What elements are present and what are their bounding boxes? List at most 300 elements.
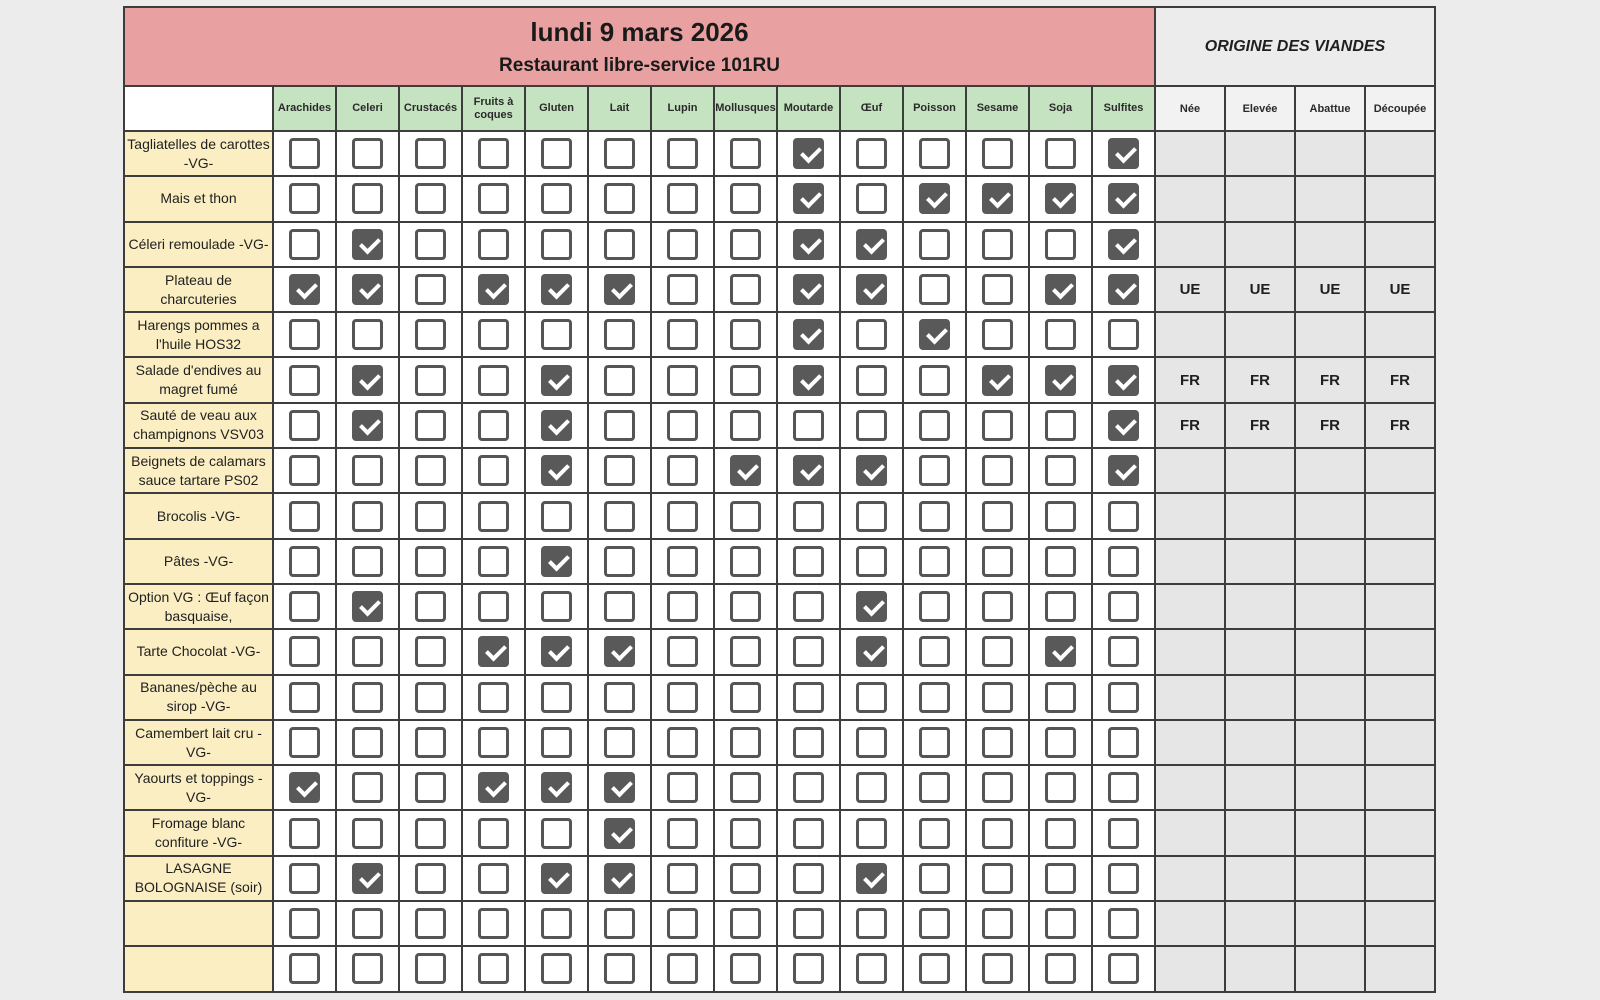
checkbox-unchecked[interactable] (1045, 455, 1076, 486)
checkbox-unchecked[interactable] (289, 183, 320, 214)
allergen-cell (588, 448, 651, 493)
checkbox-unchecked[interactable] (793, 908, 824, 939)
checkbox-unchecked[interactable] (541, 501, 572, 532)
checkbox-unchecked[interactable] (730, 365, 761, 396)
checkbox-unchecked[interactable] (667, 727, 698, 758)
checkbox-checked[interactable] (604, 818, 635, 849)
checkbox-unchecked[interactable] (730, 274, 761, 305)
checkbox-unchecked[interactable] (982, 455, 1013, 486)
checkbox-unchecked[interactable] (478, 591, 509, 622)
checkbox-unchecked[interactable] (667, 455, 698, 486)
checkbox-unchecked[interactable] (1045, 682, 1076, 713)
origin-cell-nee (1155, 312, 1225, 357)
allergen-cell (462, 675, 525, 720)
origin-cell-decoupee (1365, 222, 1435, 267)
checkbox-unchecked[interactable] (982, 863, 1013, 894)
checkbox-unchecked[interactable] (415, 636, 446, 667)
checkbox-unchecked[interactable] (982, 908, 1013, 939)
checkbox-unchecked[interactable] (478, 953, 509, 984)
checkbox-checked[interactable] (604, 636, 635, 667)
checkbox-unchecked[interactable] (919, 908, 950, 939)
checkbox-unchecked[interactable] (919, 636, 950, 667)
checkbox-unchecked[interactable] (1045, 727, 1076, 758)
checkbox-unchecked[interactable] (730, 410, 761, 441)
checkbox-unchecked[interactable] (289, 501, 320, 532)
checkbox-unchecked[interactable] (667, 682, 698, 713)
checkbox-unchecked[interactable] (289, 591, 320, 622)
checkbox-unchecked[interactable] (856, 183, 887, 214)
allergen-cell (273, 222, 336, 267)
checkbox-unchecked[interactable] (667, 546, 698, 577)
checkbox-unchecked[interactable] (667, 908, 698, 939)
checkbox-unchecked[interactable] (667, 410, 698, 441)
checkbox-unchecked[interactable] (730, 818, 761, 849)
checkbox-unchecked[interactable] (667, 501, 698, 532)
checkbox-unchecked[interactable] (982, 818, 1013, 849)
checkbox-checked[interactable] (541, 410, 572, 441)
checkbox-unchecked[interactable] (415, 863, 446, 894)
checkbox-unchecked[interactable] (604, 455, 635, 486)
checkbox-checked[interactable] (1108, 365, 1139, 396)
checkbox-unchecked[interactable] (919, 410, 950, 441)
checkbox-unchecked[interactable] (982, 682, 1013, 713)
allergen-cell (399, 222, 462, 267)
checkbox-unchecked[interactable] (478, 229, 509, 260)
checkbox-unchecked[interactable] (730, 591, 761, 622)
checkbox-checked[interactable] (352, 229, 383, 260)
checkbox-unchecked[interactable] (352, 772, 383, 803)
checkbox-unchecked[interactable] (730, 319, 761, 350)
checkbox-unchecked[interactable] (1108, 546, 1139, 577)
checkbox-unchecked[interactable] (919, 229, 950, 260)
checkbox-unchecked[interactable] (982, 274, 1013, 305)
checkbox-unchecked[interactable] (478, 863, 509, 894)
checkbox-unchecked[interactable] (604, 682, 635, 713)
allergen-cell (336, 584, 399, 629)
checkbox-unchecked[interactable] (1045, 591, 1076, 622)
checkbox-unchecked[interactable] (793, 772, 824, 803)
checkbox-unchecked[interactable] (415, 818, 446, 849)
checkbox-unchecked[interactable] (352, 953, 383, 984)
checkbox-checked[interactable] (856, 863, 887, 894)
allergen-cell (966, 403, 1029, 448)
checkbox-unchecked[interactable] (1108, 908, 1139, 939)
checkbox-unchecked[interactable] (919, 365, 950, 396)
allergen-header-gluten: Gluten (525, 86, 588, 131)
origin-header-nee: Née (1155, 86, 1225, 131)
checkbox-checked[interactable] (1045, 183, 1076, 214)
allergen-cell (462, 222, 525, 267)
checkbox-unchecked[interactable] (730, 138, 761, 169)
checkbox-checked[interactable] (1108, 183, 1139, 214)
checkbox-unchecked[interactable] (415, 319, 446, 350)
checkbox-unchecked[interactable] (982, 319, 1013, 350)
checkbox-checked[interactable] (793, 183, 824, 214)
checkbox-unchecked[interactable] (415, 727, 446, 758)
checkbox-unchecked[interactable] (289, 319, 320, 350)
checkbox-unchecked[interactable] (478, 365, 509, 396)
checkbox-unchecked[interactable] (919, 863, 950, 894)
origin-cell-elevee (1225, 946, 1295, 991)
checkbox-unchecked[interactable] (982, 546, 1013, 577)
checkbox-unchecked[interactable] (604, 410, 635, 441)
checkbox-unchecked[interactable] (919, 546, 950, 577)
allergen-cell (840, 267, 903, 312)
checkbox-unchecked[interactable] (604, 229, 635, 260)
checkbox-unchecked[interactable] (604, 365, 635, 396)
checkbox-checked[interactable] (352, 591, 383, 622)
checkbox-unchecked[interactable] (667, 229, 698, 260)
checkbox-unchecked[interactable] (478, 183, 509, 214)
allergen-cell (903, 222, 966, 267)
checkbox-unchecked[interactable] (982, 772, 1013, 803)
checkbox-unchecked[interactable] (541, 183, 572, 214)
checkbox-unchecked[interactable] (541, 727, 572, 758)
checkbox-checked[interactable] (982, 365, 1013, 396)
checkbox-unchecked[interactable] (415, 183, 446, 214)
checkbox-unchecked[interactable] (415, 410, 446, 441)
checkbox-unchecked[interactable] (1108, 863, 1139, 894)
checkbox-checked[interactable] (541, 636, 572, 667)
checkbox-unchecked[interactable] (730, 863, 761, 894)
checkbox-unchecked[interactable] (1045, 319, 1076, 350)
checkbox-checked[interactable] (541, 274, 572, 305)
checkbox-unchecked[interactable] (982, 591, 1013, 622)
checkbox-unchecked[interactable] (289, 682, 320, 713)
checkbox-unchecked[interactable] (415, 138, 446, 169)
checkbox-unchecked[interactable] (1108, 727, 1139, 758)
checkbox-unchecked[interactable] (289, 410, 320, 441)
checkbox-unchecked[interactable] (604, 501, 635, 532)
checkbox-unchecked[interactable] (667, 365, 698, 396)
checkbox-unchecked[interactable] (667, 274, 698, 305)
checkbox-unchecked[interactable] (1108, 591, 1139, 622)
allergen-cell (840, 629, 903, 674)
checkbox-checked[interactable] (541, 863, 572, 894)
checkbox-checked[interactable] (604, 863, 635, 894)
checkbox-unchecked[interactable] (667, 319, 698, 350)
checkbox-checked[interactable] (856, 274, 887, 305)
checkbox-unchecked[interactable] (289, 863, 320, 894)
checkbox-unchecked[interactable] (541, 229, 572, 260)
checkbox-unchecked[interactable] (1045, 908, 1076, 939)
checkbox-checked[interactable] (541, 772, 572, 803)
checkbox-unchecked[interactable] (856, 682, 887, 713)
checkbox-unchecked[interactable] (793, 727, 824, 758)
checkbox-unchecked[interactable] (982, 229, 1013, 260)
checkbox-unchecked[interactable] (730, 953, 761, 984)
checkbox-unchecked[interactable] (730, 908, 761, 939)
checkbox-checked[interactable] (541, 365, 572, 396)
checkbox-unchecked[interactable] (919, 138, 950, 169)
checkbox-unchecked[interactable] (1108, 818, 1139, 849)
checkbox-unchecked[interactable] (541, 682, 572, 713)
checkbox-unchecked[interactable] (541, 908, 572, 939)
allergen-cell (651, 176, 714, 221)
checkbox-unchecked[interactable] (541, 138, 572, 169)
checkbox-unchecked[interactable] (289, 818, 320, 849)
allergen-cell (714, 357, 777, 402)
origin-cell-elevee (1225, 720, 1295, 765)
checkbox-checked[interactable] (793, 138, 824, 169)
checkbox-unchecked[interactable] (1108, 772, 1139, 803)
checkbox-unchecked[interactable] (856, 319, 887, 350)
checkbox-unchecked[interactable] (982, 727, 1013, 758)
checkbox-unchecked[interactable] (415, 229, 446, 260)
checkbox-checked[interactable] (793, 455, 824, 486)
checkbox-unchecked[interactable] (415, 772, 446, 803)
checkbox-unchecked[interactable] (478, 727, 509, 758)
checkbox-unchecked[interactable] (604, 953, 635, 984)
checkbox-unchecked[interactable] (1045, 546, 1076, 577)
checkbox-unchecked[interactable] (352, 908, 383, 939)
checkbox-unchecked[interactable] (541, 818, 572, 849)
checkbox-unchecked[interactable] (604, 546, 635, 577)
checkbox-unchecked[interactable] (478, 501, 509, 532)
checkbox-checked[interactable] (1045, 365, 1076, 396)
allergen-cell (1029, 222, 1092, 267)
dish-name: Yaourts et toppings -VG- (124, 765, 273, 810)
checkbox-unchecked[interactable] (667, 183, 698, 214)
checkbox-unchecked[interactable] (982, 501, 1013, 532)
checkbox-unchecked[interactable] (1045, 410, 1076, 441)
checkbox-unchecked[interactable] (856, 138, 887, 169)
checkbox-unchecked[interactable] (982, 953, 1013, 984)
checkbox-unchecked[interactable] (289, 455, 320, 486)
checkbox-checked[interactable] (1108, 138, 1139, 169)
checkbox-unchecked[interactable] (919, 772, 950, 803)
checkbox-checked[interactable] (541, 455, 572, 486)
checkbox-unchecked[interactable] (478, 138, 509, 169)
checkbox-checked[interactable] (919, 319, 950, 350)
checkbox-unchecked[interactable] (919, 274, 950, 305)
checkbox-checked[interactable] (793, 229, 824, 260)
allergen-cell (651, 720, 714, 765)
allergen-cell (1092, 946, 1155, 991)
checkbox-checked[interactable] (289, 772, 320, 803)
checkbox-unchecked[interactable] (604, 908, 635, 939)
checkbox-unchecked[interactable] (793, 863, 824, 894)
checkbox-unchecked[interactable] (1045, 229, 1076, 260)
checkbox-unchecked[interactable] (1108, 319, 1139, 350)
checkbox-unchecked[interactable] (289, 908, 320, 939)
allergen-cell (588, 901, 651, 946)
checkbox-unchecked[interactable] (541, 953, 572, 984)
checkbox-checked[interactable] (1108, 229, 1139, 260)
checkbox-unchecked[interactable] (1108, 953, 1139, 984)
checkbox-checked[interactable] (856, 636, 887, 667)
checkbox-unchecked[interactable] (289, 636, 320, 667)
checkbox-unchecked[interactable] (1045, 138, 1076, 169)
checkbox-unchecked[interactable] (415, 546, 446, 577)
checkbox-unchecked[interactable] (919, 591, 950, 622)
checkbox-unchecked[interactable] (982, 636, 1013, 667)
checkbox-unchecked[interactable] (352, 818, 383, 849)
checkbox-unchecked[interactable] (1045, 863, 1076, 894)
checkbox-checked[interactable] (730, 455, 761, 486)
allergen-cell (525, 176, 588, 221)
checkbox-unchecked[interactable] (667, 953, 698, 984)
checkbox-unchecked[interactable] (919, 953, 950, 984)
checkbox-unchecked[interactable] (793, 546, 824, 577)
allergen-cell (399, 267, 462, 312)
origin-cell-decoupee (1365, 901, 1435, 946)
checkbox-unchecked[interactable] (352, 455, 383, 486)
checkbox-unchecked[interactable] (1045, 772, 1076, 803)
checkbox-checked[interactable] (1108, 455, 1139, 486)
checkbox-unchecked[interactable] (730, 183, 761, 214)
checkbox-checked[interactable] (352, 274, 383, 305)
checkbox-unchecked[interactable] (415, 455, 446, 486)
checkbox-unchecked[interactable] (982, 138, 1013, 169)
checkbox-unchecked[interactable] (352, 636, 383, 667)
checkbox-checked[interactable] (856, 591, 887, 622)
origin-cell-decoupee: FR (1365, 357, 1435, 402)
checkbox-unchecked[interactable] (1108, 636, 1139, 667)
checkbox-checked[interactable] (604, 274, 635, 305)
checkbox-unchecked[interactable] (1045, 501, 1076, 532)
checkbox-unchecked[interactable] (415, 908, 446, 939)
allergen-cell (840, 675, 903, 720)
checkbox-unchecked[interactable] (289, 229, 320, 260)
checkbox-unchecked[interactable] (793, 591, 824, 622)
checkbox-unchecked[interactable] (856, 365, 887, 396)
checkbox-unchecked[interactable] (793, 818, 824, 849)
checkbox-unchecked[interactable] (667, 636, 698, 667)
checkbox-unchecked[interactable] (352, 727, 383, 758)
checkbox-unchecked[interactable] (289, 365, 320, 396)
checkbox-unchecked[interactable] (856, 818, 887, 849)
checkbox-unchecked[interactable] (352, 501, 383, 532)
checkbox-unchecked[interactable] (415, 591, 446, 622)
checkbox-unchecked[interactable] (856, 953, 887, 984)
checkbox-unchecked[interactable] (793, 410, 824, 441)
checkbox-unchecked[interactable] (415, 365, 446, 396)
checkbox-checked[interactable] (478, 772, 509, 803)
checkbox-unchecked[interactable] (919, 455, 950, 486)
checkbox-unchecked[interactable] (415, 682, 446, 713)
checkbox-checked[interactable] (352, 365, 383, 396)
checkbox-unchecked[interactable] (856, 908, 887, 939)
checkbox-unchecked[interactable] (793, 682, 824, 713)
checkbox-unchecked[interactable] (289, 953, 320, 984)
checkbox-checked[interactable] (604, 772, 635, 803)
checkbox-unchecked[interactable] (1045, 818, 1076, 849)
checkbox-unchecked[interactable] (856, 772, 887, 803)
checkbox-unchecked[interactable] (982, 410, 1013, 441)
checkbox-unchecked[interactable] (793, 636, 824, 667)
checkbox-unchecked[interactable] (919, 727, 950, 758)
checkbox-unchecked[interactable] (730, 772, 761, 803)
checkbox-unchecked[interactable] (604, 591, 635, 622)
origin-cell-nee (1155, 493, 1225, 538)
checkbox-unchecked[interactable] (730, 546, 761, 577)
checkbox-checked[interactable] (1108, 274, 1139, 305)
checkbox-unchecked[interactable] (289, 727, 320, 758)
checkbox-unchecked[interactable] (289, 138, 320, 169)
checkbox-checked[interactable] (793, 319, 824, 350)
allergen-cell (840, 720, 903, 765)
checkbox-checked[interactable] (793, 365, 824, 396)
checkbox-unchecked[interactable] (604, 183, 635, 214)
checkbox-unchecked[interactable] (478, 682, 509, 713)
checkbox-checked[interactable] (352, 863, 383, 894)
checkbox-checked[interactable] (1108, 410, 1139, 441)
checkbox-checked[interactable] (982, 183, 1013, 214)
checkbox-checked[interactable] (478, 636, 509, 667)
allergen-cell (462, 176, 525, 221)
checkbox-unchecked[interactable] (541, 591, 572, 622)
checkbox-unchecked[interactable] (667, 863, 698, 894)
checkbox-unchecked[interactable] (919, 682, 950, 713)
checkbox-unchecked[interactable] (793, 953, 824, 984)
allergen-cell (903, 539, 966, 584)
checkbox-unchecked[interactable] (730, 501, 761, 532)
checkbox-unchecked[interactable] (1108, 501, 1139, 532)
checkbox-checked[interactable] (1045, 636, 1076, 667)
checkbox-checked[interactable] (856, 229, 887, 260)
checkbox-unchecked[interactable] (730, 682, 761, 713)
checkbox-unchecked[interactable] (478, 455, 509, 486)
checkbox-unchecked[interactable] (919, 501, 950, 532)
checkbox-unchecked[interactable] (352, 138, 383, 169)
allergen-cell (336, 131, 399, 176)
checkbox-unchecked[interactable] (352, 319, 383, 350)
checkbox-unchecked[interactable] (730, 727, 761, 758)
checkbox-unchecked[interactable] (478, 546, 509, 577)
checkbox-unchecked[interactable] (667, 591, 698, 622)
checkbox-unchecked[interactable] (478, 410, 509, 441)
checkbox-unchecked[interactable] (352, 183, 383, 214)
checkbox-unchecked[interactable] (667, 772, 698, 803)
checkbox-unchecked[interactable] (856, 410, 887, 441)
checkbox-unchecked[interactable] (352, 682, 383, 713)
checkbox-unchecked[interactable] (415, 953, 446, 984)
checkbox-unchecked[interactable] (1108, 682, 1139, 713)
checkbox-checked[interactable] (478, 274, 509, 305)
checkbox-unchecked[interactable] (415, 501, 446, 532)
checkbox-unchecked[interactable] (667, 138, 698, 169)
checkbox-unchecked[interactable] (667, 818, 698, 849)
checkbox-unchecked[interactable] (856, 727, 887, 758)
checkbox-unchecked[interactable] (415, 274, 446, 305)
checkbox-checked[interactable] (919, 183, 950, 214)
checkbox-checked[interactable] (793, 274, 824, 305)
checkbox-unchecked[interactable] (604, 319, 635, 350)
checkbox-unchecked[interactable] (604, 727, 635, 758)
checkbox-unchecked[interactable] (793, 501, 824, 532)
checkbox-unchecked[interactable] (1045, 953, 1076, 984)
checkbox-checked[interactable] (352, 410, 383, 441)
checkbox-unchecked[interactable] (352, 546, 383, 577)
checkbox-unchecked[interactable] (541, 319, 572, 350)
checkbox-checked[interactable] (1045, 274, 1076, 305)
checkbox-unchecked[interactable] (919, 818, 950, 849)
checkbox-unchecked[interactable] (478, 908, 509, 939)
checkbox-unchecked[interactable] (478, 319, 509, 350)
checkbox-unchecked[interactable] (856, 501, 887, 532)
checkbox-unchecked[interactable] (856, 546, 887, 577)
checkbox-unchecked[interactable] (730, 636, 761, 667)
checkbox-checked[interactable] (856, 455, 887, 486)
checkbox-checked[interactable] (289, 274, 320, 305)
checkbox-unchecked[interactable] (478, 818, 509, 849)
allergen-cell (273, 810, 336, 855)
checkbox-checked[interactable] (541, 546, 572, 577)
checkbox-unchecked[interactable] (289, 546, 320, 577)
checkbox-unchecked[interactable] (730, 229, 761, 260)
checkbox-unchecked[interactable] (604, 138, 635, 169)
